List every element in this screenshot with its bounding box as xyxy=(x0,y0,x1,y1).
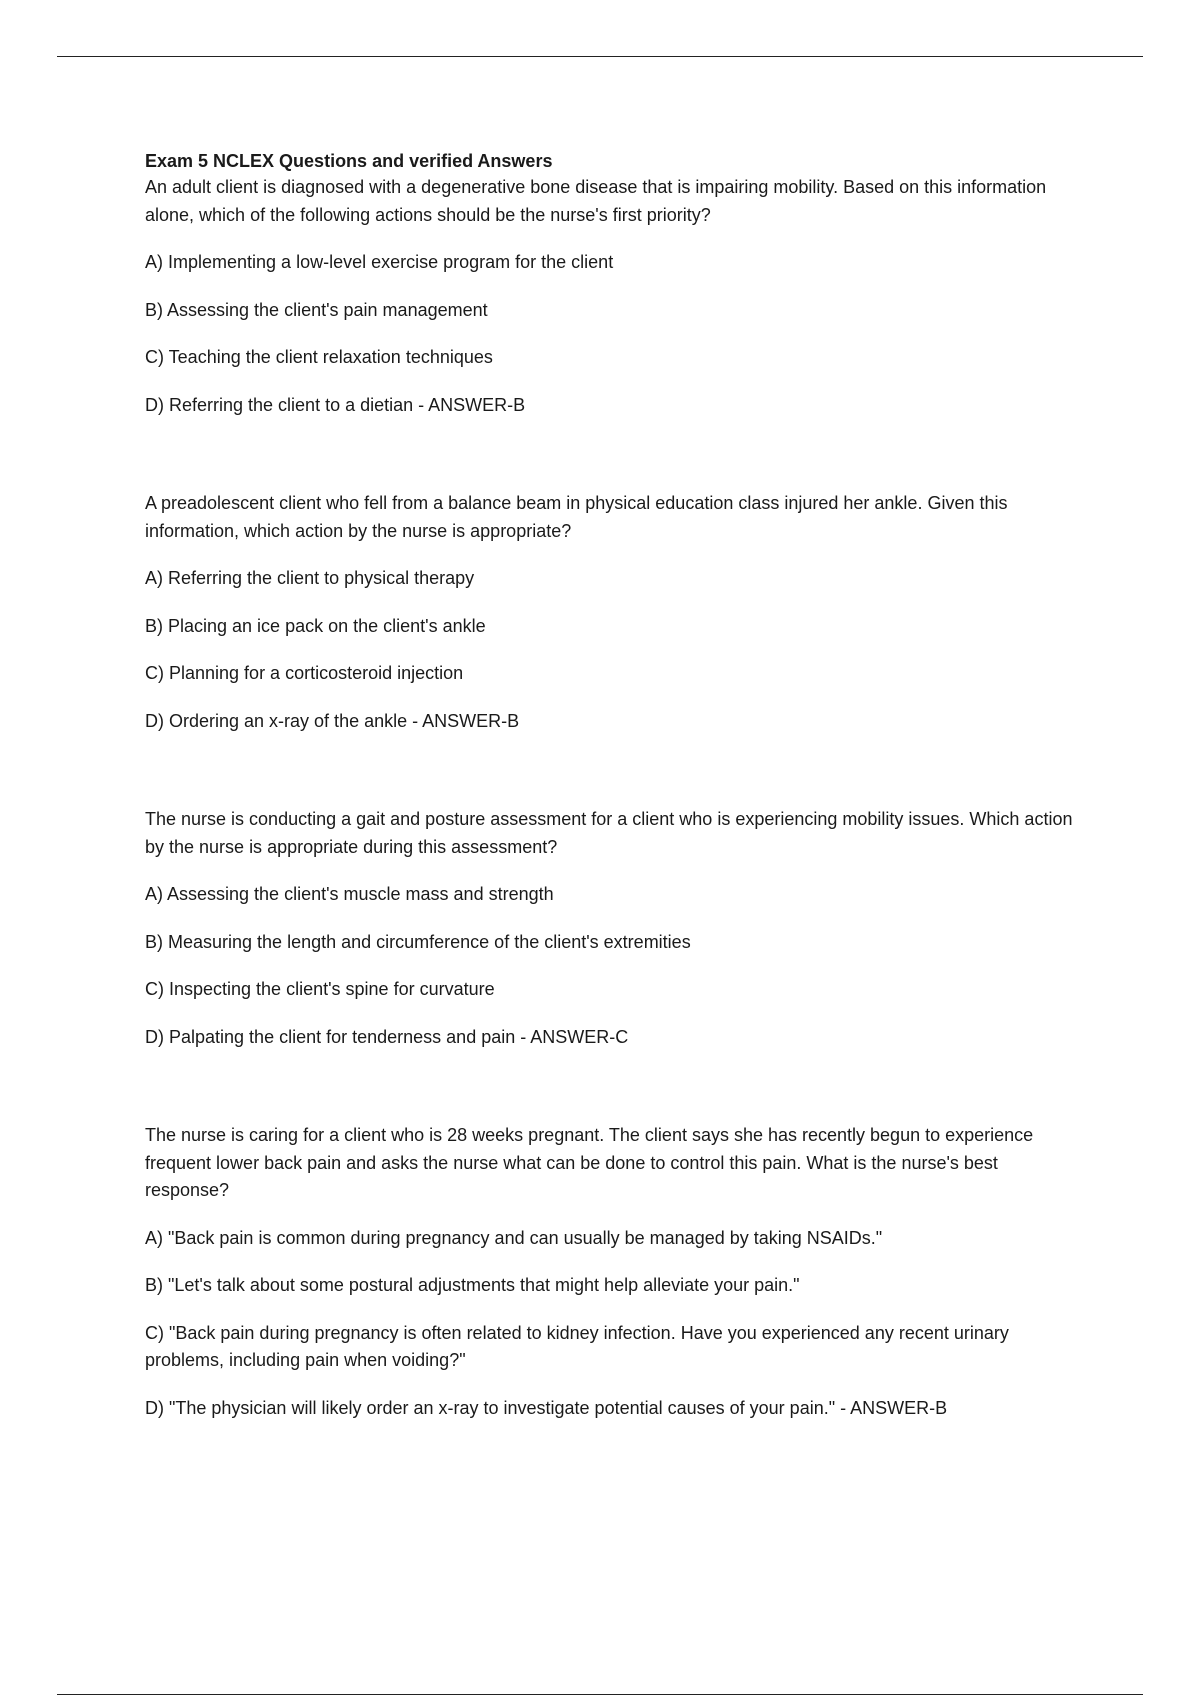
document-title: Exam 5 NCLEX Questions and verified Answers xyxy=(145,151,553,171)
question-1-option-d: D) Referring the client to a dietian - ANSWER-B xyxy=(145,394,526,415)
question-2-option-c: C) Planning for a corticosteroid injection xyxy=(145,663,464,683)
question-4 xyxy=(145,1122,1085,1422)
question-4-option-b: B) "Let's talk about some postural adjustments that might help alleviate your pain." xyxy=(145,1275,800,1295)
question-2-option-a: A) Referring the client to physical therapy xyxy=(145,568,475,588)
question-4-option-a: A) "Back pain is common during pregnancy and can usually be managed by taking NSAIDs." xyxy=(145,1227,883,1248)
question-3 xyxy=(145,806,1085,1051)
question-3-option-b: B) Measuring the length and circumference of the client's extremities xyxy=(145,931,691,952)
footer-rule xyxy=(57,1694,1143,1695)
question-1-stem: An adult client is diagnosed with a degenerative bone disease that is impairing mobility. Based on this information alone, which of the following actions should be the nurse's first priority? xyxy=(145,177,1047,225)
question-3-option-d: D) Palpating the client for tenderness and pain - ANSWER-C xyxy=(145,1026,629,1047)
document-body xyxy=(145,148,1085,1422)
header-rule xyxy=(57,56,1143,57)
question-1-option-c: C) Teaching the client relaxation techniques xyxy=(145,347,493,367)
question-3-stem: The nurse is conducting a gait and posture assessment for a client who is experiencing mobility issues. Which action by the nurse is appropriate during this assessment? xyxy=(145,809,1073,857)
question-1-option-a: A) Implementing a low-level exercise program for the client xyxy=(145,252,614,272)
question-4-option-d: D) "The physician will likely order an x-ray to investigate potential causes of your pain." - ANSWER-B xyxy=(145,1397,948,1418)
question-2-stem: A preadolescent client who fell from a balance beam in physical education class injured her ankle. Given this information, which action by the nurse is appropriate? xyxy=(145,493,1008,541)
question-1 xyxy=(145,249,1085,419)
question-2 xyxy=(145,490,1085,735)
question-1-option-b: B) Assessing the client's pain management xyxy=(145,299,488,320)
question-4-stem: The nurse is caring for a client who is 28 weeks pregnant. The client says she has recently begun to experience frequent lower back pain and asks the nurse what can be done to control this pain. What is the nurse's best response? xyxy=(145,1125,1034,1200)
question-2-option-d: D) Ordering an x-ray of the ankle - ANSWER-B xyxy=(145,710,520,731)
question-3-option-c: C) Inspecting the client's spine for curvature xyxy=(145,979,495,999)
question-3-option-a: A) Assessing the client's muscle mass and strength xyxy=(145,884,554,904)
question-2-option-b: B) Placing an ice pack on the client's ankle xyxy=(145,615,486,636)
question-4-option-c: C) "Back pain during pregnancy is often related to kidney infection. Have you experienced any recent urinary problems, including pain when voiding?" xyxy=(145,1322,1009,1370)
